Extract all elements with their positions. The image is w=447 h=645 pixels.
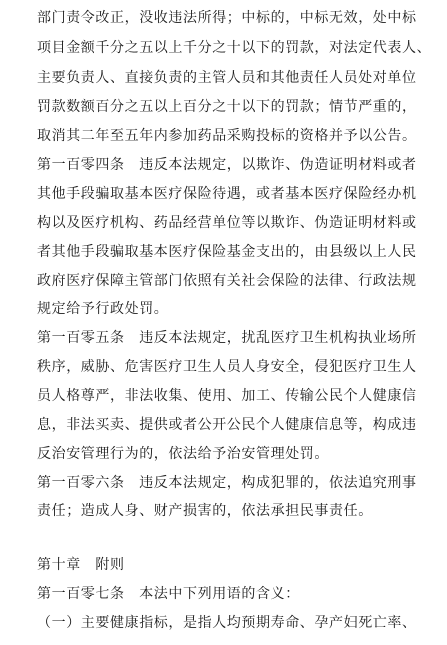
text-line: （一）主要健康指标，是指人均预期寿命、孕产妇死亡率、	[37, 615, 417, 631]
text-line: 主要负责人、直接负责的主管人员和其他责任人员处对单位	[37, 70, 417, 86]
article-105-heading-line: 第一百零五条 违反本法规定，扰乱医疗卫生机构执业场所	[37, 330, 417, 346]
text-line: 规定给予行政处罚。	[37, 301, 169, 317]
text-line: 构以及医疗机构、药品经营单位等以欺诈、伪造证明材料或	[37, 215, 417, 231]
text-line: 部门责令改正，没收违法所得；中标的，中标无效，处中标	[37, 10, 417, 26]
article-107-heading-line: 第一百零七条 本法中下列用语的含义：	[37, 586, 300, 602]
text-line: 其他手段骗取基本医疗保险待遇，或者基本医疗保险经办机	[37, 186, 417, 202]
text-line: 者其他手段骗取基本医疗保险基金支出的，由县级以上人民	[37, 244, 417, 260]
text-line: 责任；造成人身、财产损害的，依法承担民事责任。	[37, 503, 373, 519]
text-line: 政府医疗保障主管部门依照有关社会保险的法律、行政法规	[37, 273, 417, 289]
text-line: 员人格尊严，非法收集、使用、加工、传输公民个人健康信	[37, 388, 417, 404]
text-line: 反治安管理行为的，依法给予治安管理处罚。	[37, 446, 329, 462]
text-line: 息，非法买卖、提供或者公开公民个人健康信息等，构成违	[37, 417, 417, 433]
text-line: 秩序，威胁、危害医疗卫生人员人身安全，侵犯医疗卫生人	[37, 359, 417, 375]
text-line: 项目金额千分之五以上千分之十以下的罚款，对法定代表人、	[37, 40, 432, 56]
chapter-10-heading: 第十章 附则	[37, 557, 125, 573]
text-line: 取消其二年至五年内参加药品采购投标的资格并予以公告。	[37, 128, 417, 144]
article-104-heading-line: 第一百零四条 违反本法规定，以欺诈、伪造证明材料或者	[37, 157, 417, 173]
text-line: 罚款数额百分之五以上百分之十以下的罚款；情节严重的，	[37, 99, 417, 115]
article-106-heading-line: 第一百零六条 违反本法规定，构成犯罪的，依法追究刑事	[37, 475, 417, 491]
